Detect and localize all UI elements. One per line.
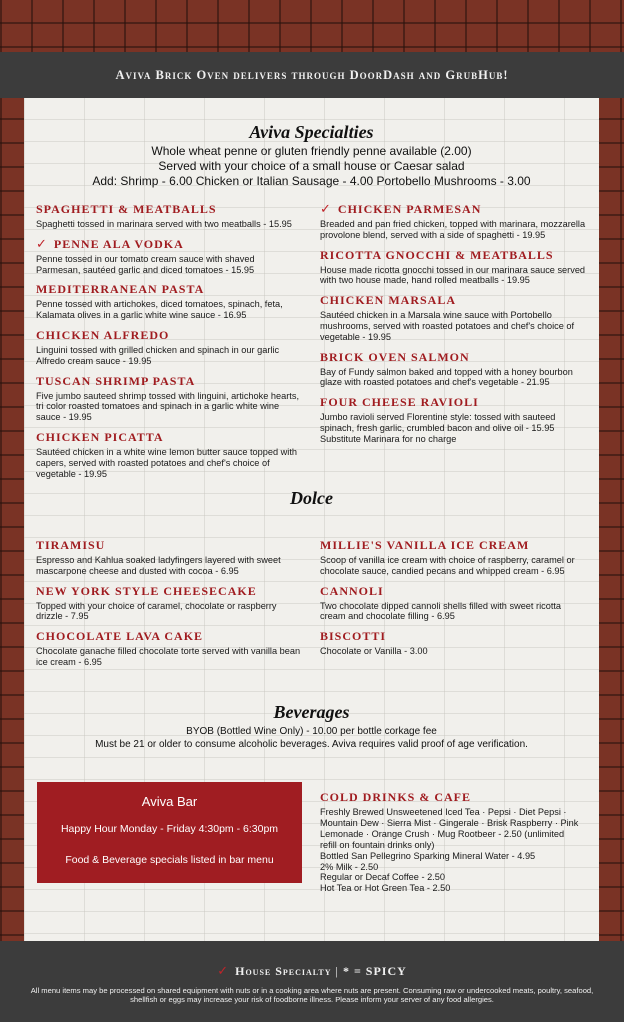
check-mark-icon: ✓ [217,964,230,979]
legend-divider: | [335,964,339,978]
drink-line: refill on fountain drinks only) [320,839,435,850]
drink-line: 2% Milk - 2.50 [320,861,379,872]
bar-box [37,782,302,883]
menu-item [320,202,586,241]
intro-line: Whole wheat penne or gluten friendly penne available (2.00) [151,144,472,158]
allergy-disclaimer: All menu items may be processed on shared equipment with nuts or in a cooking area where nuts are present. Consuming raw or undercooked meats, poultry, seafood, shellfish or eggs may increase your risk of foodborne illness. Please inform your server of any food allergies. [30,986,594,1004]
cold-drinks-title: COLD DRINKS & CAFE [320,790,472,804]
footer [0,941,624,1022]
menu-item [36,237,301,276]
menu-item-name: CHICKEN PICATTA [36,429,164,444]
specialties-title: Aviva Specialties [249,122,374,142]
drink-line: Freshly Brewed Unsweetened Iced Tea · Pepsi · Diet Pepsi · [320,807,567,817]
menu-item [320,538,586,577]
menu-item [36,202,301,230]
menu-item-name: CHOCOLATE LAVA CAKE [36,629,204,644]
intro-line: Served with your choice of a small house or Caesar salad [158,159,465,173]
menu-item-name: FOUR CHEESE RAVIOLI [320,395,479,410]
specialties-intro [24,144,599,189]
beverages-age-notice: Must be 21 or older to consume alcoholic beverages. Aviva requires valid proof of age verification. [95,739,528,750]
menu-item-name: NEW YORK STYLE CHEESECAKE [36,583,257,598]
beverages-byob: BYOB (Bottled Wine Only) - 10.00 per bottle corkage fee [186,726,437,737]
delivery-banner-text: Aviva Brick Oven delivers through DoorDash and GrubHub! [115,67,509,82]
menu-item-desc: Bay of Fundy salmon baked and topped with a honey bourbon glaze with roasted potatoes and chef's vegetable - 21.95 [320,366,573,388]
check-mark-icon: ✓ [320,202,332,217]
menu-item-desc: Chocolate ganache filled chocolate torte served with vanilla bean ice cream - 6.95 [36,646,301,667]
specialties-right-column [320,202,586,452]
menu-item-name: CHICKEN MARSALA [320,293,457,308]
menu-item [36,374,301,423]
menu-item-name: PENNE ALA VODKA [53,236,184,251]
menu-item-desc: Sautéed chicken in a white wine lemon butter sauce topped with capers, served with roasted potatoes and chef's choice of vegetable - 19.95 [36,446,297,479]
menu-item-name: MEDITERRANEAN PASTA [36,282,205,297]
dolce-right-column [320,538,586,664]
menu-item-name: TUSCAN SHRIMP PASTA [36,373,196,388]
happy-hour-text: Happy Hour Monday - Friday 4:30pm - 6:30pm [60,823,279,835]
dolce-left-column [36,538,301,675]
menu-item-desc: Two chocolate dipped cannoli shells filled with sweet ricotta cream and chocolate filling - 6.95 [320,600,562,622]
menu-item [320,395,586,444]
check-mark-icon: ✓ [36,236,48,252]
menu-item-name: BRICK OVEN SALMON [320,349,470,364]
menu-item [36,584,301,623]
menu-item-name: TIRAMISU [36,538,106,552]
menu-item-desc: Scoop of vanilla ice cream with choice of raspberry, caramel or chocolate sauce, candied pecans and whipped cream - 6.95 [320,555,575,576]
menu-item [36,328,301,367]
drink-line: Regular or Decaf Coffee - 2.50 [320,872,445,883]
menu-item-name: BISCOTTI [320,629,387,644]
intro-line: Add: Shrimp - 6.00 Chicken or Italian Sausage - 4.00 Portobello Mushrooms - 3.00 [92,174,531,188]
menu-item [36,430,301,479]
menu-item-desc: Penne tossed with artichokes, diced tomatoes, spinach, feta, Kalamata olives in a garlic white wine sauce - 16.95 [36,299,283,321]
menu-item [36,282,301,321]
menu-item-desc: Five jumbo sauteed shrimp tossed with linguini, artichoke hearts, tri color roasted tomatoes and spinach in a garlic white wine sauce - 19.95 [36,390,299,423]
menu-item-desc: House made ricotta gnocchi tossed in our marinara sauce served with two house made, hand rolled meatballs - 19.95 [320,264,586,286]
menu-item-desc: Spaghetti tossed in marinara served with two meatballs - 15.95 [36,219,292,229]
menu-item-desc: Breaded and pan fried chicken, topped with marinara, mozzarella provolone blend, served with a side of spaghetti - 19.95 [320,219,586,240]
menu-item-desc: Jumbo ravioli served Florentine style: tossed with sauteed spinach, fresh garlic, crumbled bacon and olive oil - 15.95 Substitute Marinara for no charge [320,412,556,444]
menu-item-name: SPAGHETTI & MEATBALLS [36,202,217,216]
menu-item-name: CHICKEN ALFREDO [36,327,170,342]
menu-panel [24,98,599,941]
menu-item-name: MILLIE'S VANILLA ICE CREAM [320,538,530,552]
dolce-title: Dolce [290,488,333,508]
menu-item [320,293,586,342]
delivery-banner [0,52,624,98]
menu-item-desc: Chocolate or Vanilla - 3.00 [320,646,428,657]
menu-item [320,248,586,287]
specialties-left-column [36,202,301,486]
menu-item [36,629,301,668]
menu-item-name: CANNOLI [320,583,384,598]
drink-line: Hot Tea or Hot Green Tea - 2.50 [320,883,451,894]
menu-item-name: CHICKEN PARMESAN [337,202,482,216]
menu-item [36,538,301,577]
cold-drinks-list [320,807,588,894]
drink-line: Bottled San Pellegrino Sparking Mineral Water - 4.95 [320,850,536,861]
menu-item [320,350,586,389]
bar-title: Aviva Bar [141,794,198,809]
menu-item-name: RICOTTA GNOCCHI & MEATBALLS [320,247,554,262]
menu-item-desc: Topped with your choice of caramel, chocolate or raspberry drizzle - 7.95 [36,600,277,622]
beverages-title: Beverages [273,702,350,722]
drink-line: Mountain Dew · Sierra Mist · Gingerale · Brisk Raspberry · Pink [320,817,579,828]
menu-item [320,629,586,657]
legend-spicy: * = SPICY [342,964,407,978]
drink-line: Lemonade · Orange Crush · Mug Rootbeer - 2.50 (unlimited [320,828,565,839]
cold-drinks-section [320,790,588,894]
legend-house-specialty: House Specialty [235,964,332,978]
menu-item [320,584,586,623]
bar-specials-text: Food & Beverage specials listed in bar menu [65,854,274,866]
menu-item-desc: Linguini tossed with grilled chicken and spinach in our garlic Alfredo cream sauce - 19.95 [36,344,280,366]
legend [0,964,624,979]
menu-item-desc: Sautéed chicken in a Marsala wine sauce with Portobello mushrooms, served with roasted potatoes and chef's choice of vegetable - 19.95 [320,310,575,342]
menu-item-desc: Penne tossed in our tomato cream sauce with shaved Parmesan, sautéed garlic and diced tomatoes - 15.95 [36,253,255,275]
menu-item-desc: Espresso and Kahlua soaked ladyfingers layered with sweet mascarpone cheese and dusted with cocoa - 6.95 [36,555,281,576]
